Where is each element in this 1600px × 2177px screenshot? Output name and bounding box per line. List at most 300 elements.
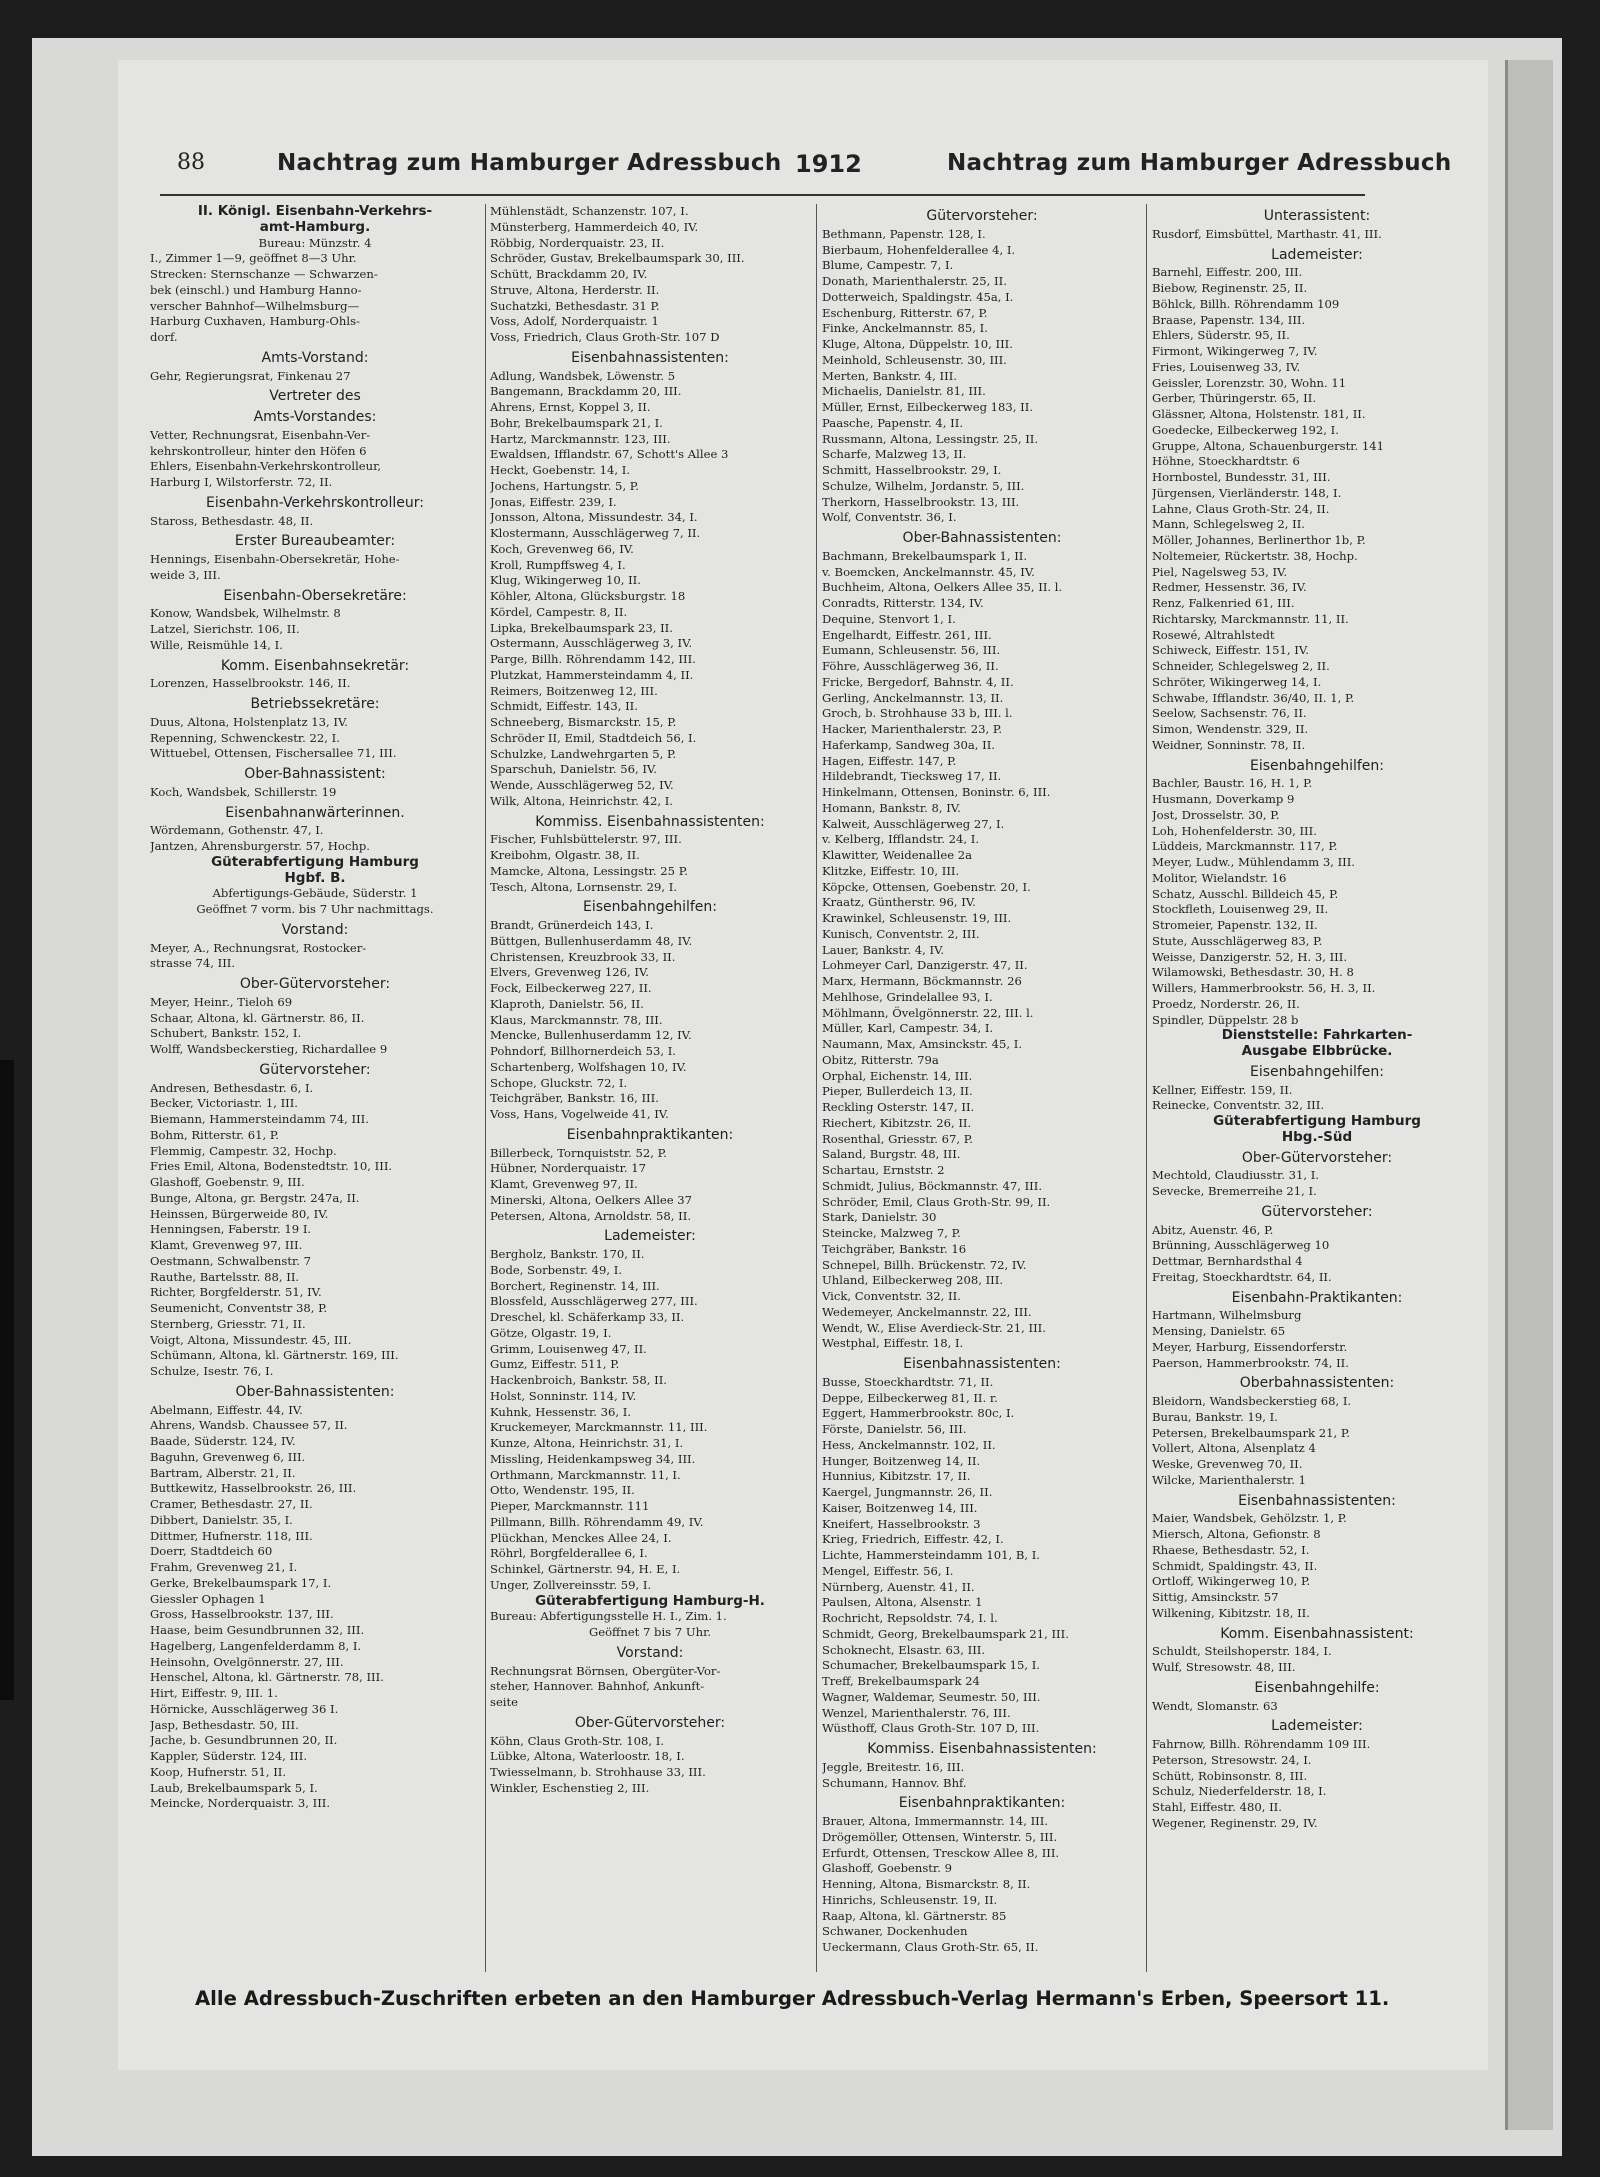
directory-entry: Kraatz, Güntherstr. 96, IV. bbox=[822, 895, 976, 910]
directory-entry: Conradts, Ritterstr. 134, IV. bbox=[822, 596, 984, 610]
directory-entry: Wille, Reismühle 14, I. bbox=[150, 637, 283, 652]
directory-entry: Saland, Burgstr. 48, III. bbox=[822, 1147, 961, 1162]
directory-entry: Dequine, Stenvort 1, I. bbox=[822, 611, 956, 626]
directory-entry: Koop, Hufnerstr. 51, II. bbox=[150, 1764, 287, 1779]
directory-entry: Michaelis, Danielstr. 81, III. bbox=[822, 384, 986, 399]
section-heading: Ober-Bahnassistenten: bbox=[902, 530, 1062, 546]
directory-entry: Schubert, Bankstr. 152, I. bbox=[150, 1026, 302, 1041]
directory-entry: Büttgen, Bullenhuserdamm 48, IV. bbox=[490, 933, 693, 948]
section-heading: Eisenbahnassistenten: bbox=[571, 349, 729, 366]
directory-entry: Klamt, Grevenweg 97, III. bbox=[150, 1238, 303, 1252]
directory-entry: Bleidorn, Wandsbeckerstieg 68, I. bbox=[1152, 1394, 1352, 1408]
section-heading: Eisenbahngehilfen: bbox=[1249, 757, 1384, 774]
directory-entry: Harburg I, Wilstorferstr. 72, II. bbox=[150, 475, 333, 489]
section-heading: Betriebssekretäre: bbox=[250, 696, 380, 712]
directory-entry: Höhne, Stoeckhardtstr. 6 bbox=[1152, 454, 1300, 469]
directory-entry: Koch, Grevenweg 66, IV. bbox=[490, 541, 634, 556]
directory-entry: Schmidt, Julius, Böckmannstr. 47, III. bbox=[822, 1178, 1043, 1193]
directory-entry: Meinhold, Schleusenstr. 30, III. bbox=[822, 352, 1007, 367]
directory-entry: Lüddeis, Marckmannstr. 117, P. bbox=[1152, 839, 1338, 854]
directory-entry: Renz, Falkenried 61, III. bbox=[1152, 596, 1295, 610]
directory-entry: Hartz, Marckmannstr. 123, III. bbox=[490, 431, 671, 446]
directory-entry: Harburg Cuxhaven, Hamburg-Ohls- bbox=[150, 314, 360, 329]
section-heading: Eisenbahngehilfe: bbox=[1254, 1679, 1380, 1696]
section-heading: Lademeister: bbox=[604, 1228, 696, 1245]
directory-entry: Dittmer, Hufnerstr. 118, III. bbox=[150, 1528, 313, 1543]
directory-entry: Schulzke, Landwehrgarten 5, P. bbox=[490, 746, 677, 761]
page-edge-curl bbox=[1505, 60, 1553, 2130]
directory-entry: Mann, Schlegelsweg 2, II. bbox=[1152, 517, 1305, 532]
directory-entry: Kluge, Altona, Düppelstr. 10, III. bbox=[822, 337, 1013, 351]
directory-entry: Kroll, Rumpffsweg 4, I. bbox=[490, 557, 626, 572]
directory-entry: Wendt, W., Elise Averdieck-Str. 21, III. bbox=[822, 1320, 1046, 1335]
directory-entry: Voss, Adolf, Norderquaistr. 1 bbox=[490, 314, 659, 329]
directory-entry: Schnepel, Billh. Brückenstr. 72, IV. bbox=[822, 1257, 1027, 1272]
directory-entry: Deppe, Eilbeckerweg 81, II. r. bbox=[822, 1390, 998, 1405]
directory-entry: Mencke, Bullenhuserdamm 12, IV. bbox=[490, 1028, 692, 1043]
directory-entry: Freitag, Stoeckhardtstr. 64, II. bbox=[1152, 1269, 1332, 1284]
directory-entry: Borchert, Reginenstr. 14, III. bbox=[490, 1278, 660, 1293]
directory-columns bbox=[150, 204, 1421, 1972]
directory-entry: Meincke, Norderquaistr. 3, III. bbox=[150, 1796, 331, 1811]
header-rule bbox=[160, 194, 1365, 196]
directory-entry: Westphal, Eiffestr. 18, I. bbox=[822, 1336, 964, 1351]
directory-entry: Mensing, Danielstr. 65 bbox=[1152, 1324, 1286, 1338]
directory-entry: Simon, Wendenstr. 329, II. bbox=[1152, 722, 1309, 736]
directory-entry: Abelmann, Eiffestr. 44, IV. bbox=[150, 1402, 303, 1417]
directory-entry: Winkler, Eschenstieg 2, III. bbox=[490, 1780, 650, 1795]
directory-entry: Bierbaum, Hohenfelderallee 4, I. bbox=[822, 242, 1016, 257]
directory-entry: Finke, Anckelmannstr. 85, I. bbox=[822, 321, 988, 336]
directory-entry: Heckt, Goebenstr. 14, I. bbox=[490, 463, 631, 477]
directory-entry: Voigt, Altona, Missundestr. 45, III. bbox=[150, 1332, 352, 1347]
directory-entry: Reimers, Boitzenweg 12, III. bbox=[490, 683, 658, 698]
directory-entry: Schmidt, Spaldingstr. 43, II. bbox=[1152, 1558, 1318, 1573]
directory-entry: Fischer, Fuhlsbüttelerstr. 97, III. bbox=[490, 832, 682, 847]
directory-entry: Schuldt, Steilshoperstr. 184, I. bbox=[1152, 1644, 1332, 1659]
directory-entry: Bergholz, Bankstr. 170, II. bbox=[490, 1247, 645, 1261]
directory-entry: Schröder, Gustav, Brekelbaumspark 30, III. bbox=[490, 251, 745, 266]
directory-entry: Sevecke, Bremerreihe 21, I. bbox=[1152, 1184, 1317, 1198]
directory-entry: Wedemeyer, Anckelmannstr. 22, III. bbox=[822, 1304, 1032, 1319]
directory-entry: Schmidt, Georg, Brekelbaumspark 21, III. bbox=[822, 1626, 1069, 1641]
directory-entry: Schütt, Robinsonstr. 8, III. bbox=[1152, 1768, 1308, 1783]
directory-entry: Schulze, Wilhelm, Jordanstr. 5, III. bbox=[822, 478, 1025, 493]
directory-entry: Eschenburg, Ritterstr. 67, P. bbox=[822, 305, 988, 320]
directory-entry: Elvers, Grevenweg 126, IV. bbox=[490, 965, 649, 980]
directory-entry: Teichgräber, Bankstr. 16, III. bbox=[490, 1091, 659, 1106]
directory-entry: Kaiser, Boitzenweg 14, III. bbox=[822, 1500, 978, 1515]
directory-entry: Bohm, Ritterstr. 61, P. bbox=[150, 1127, 279, 1142]
directory-entry: Meyer, A., Rechnungsrat, Rostocker- bbox=[150, 940, 367, 955]
directory-entry: Donath, Marienthalerstr. 25, II. bbox=[822, 274, 1007, 288]
directory-entry: Pieper, Bullerdeich 13, II. bbox=[822, 1084, 973, 1099]
directory-entry: Pillmann, Billh. Röhrendamm 49, IV. bbox=[490, 1514, 704, 1529]
directory-entry: Ewaldsen, Ifflandstr. 67, Schott's Allee 3 bbox=[490, 447, 729, 462]
directory-entry: Wilk, Altona, Heinrichstr. 42, I. bbox=[490, 793, 673, 808]
directory-entry: Föhre, Ausschlägerweg 36, II. bbox=[822, 659, 999, 673]
directory-entry: Gerber, Thüringerstr. 65, II. bbox=[1152, 391, 1317, 406]
directory-entry: Ehlers, Eisenbahn-Verkehrskontrolleur, bbox=[150, 459, 382, 474]
directory-entry: Oestmann, Schwalbenstr. 7 bbox=[150, 1253, 312, 1268]
directory-entry: Marx, Hermann, Böckmannstr. 26 bbox=[822, 974, 1022, 988]
directory-entry: Groch, b. Strohhause 33 b, III. l. bbox=[822, 706, 1013, 721]
directory-entry: Kneifert, Hasselbrookstr. 3 bbox=[822, 1516, 981, 1531]
directory-entry: Merten, Bankstr. 4, III. bbox=[822, 368, 957, 383]
section-heading: Eisenbahnpraktikanten: bbox=[566, 1126, 734, 1143]
section-heading: Güterabfertigung Hamburg bbox=[1213, 1113, 1421, 1129]
directory-entry: Richtarsky, Marckmannstr. 11, II. bbox=[1152, 611, 1349, 626]
section-heading: Güterabfertigung Hamburg bbox=[211, 853, 419, 870]
directory-entry: Wenzel, Marienthalerstr. 76, III. bbox=[822, 1705, 1011, 1720]
directory-entry: Bethmann, Papenstr. 128, I. bbox=[822, 226, 986, 241]
directory-entry: Gerling, Anckelmannstr. 13, II. bbox=[822, 690, 1004, 705]
directory-entry: Stromeier, Papenstr. 132, II. bbox=[1152, 918, 1318, 932]
directory-entry: Dibbert, Danielstr. 35, I. bbox=[150, 1512, 293, 1527]
directory-entry: Parge, Billh. Röhrendamm 142, III. bbox=[490, 652, 696, 666]
directory-entry: Busse, Stoeckhardtstr. 71, II. bbox=[822, 1374, 994, 1389]
directory-entry: Haferkamp, Sandweg 30a, II. bbox=[822, 737, 995, 752]
section-heading: Ober-Bahnassistenten: bbox=[235, 1383, 395, 1400]
directory-entry: Richter, Borgfelderstr. 51, IV. bbox=[150, 1285, 322, 1300]
directory-entry: Vetter, Rechnungsrat, Eisenbahn-Ver- bbox=[150, 427, 371, 442]
directory-entry: Naumann, Max, Amsinckstr. 45, I. bbox=[822, 1037, 1023, 1051]
directory-entry: Rechnungsrat Börnsen, Obergüter-Vor- bbox=[490, 1663, 721, 1678]
directory-entry: Rosewé, Altrahlstedt bbox=[1152, 627, 1275, 642]
section-heading: II. Königl. Eisenbahn-Verkehrs- bbox=[197, 204, 433, 219]
directory-entry: Baguhn, Grevenweg 6, III. bbox=[150, 1449, 306, 1464]
section-heading: Amts-Vorstandes: bbox=[253, 409, 377, 425]
directory-entry: Schope, Gluckstr. 72, I. bbox=[490, 1075, 628, 1090]
directory-entry: Miersch, Altona, Gefionstr. 8 bbox=[1152, 1527, 1321, 1541]
directory-entry: Hennings, Eisenbahn-Obersekretär, Hohe- bbox=[150, 552, 400, 566]
directory-entry: Paasche, Papenstr. 4, II. bbox=[822, 415, 964, 430]
directory-entry: Klostermann, Ausschlägerweg 7, II. bbox=[490, 526, 701, 540]
directory-entry: Obitz, Ritterstr. 79a bbox=[822, 1052, 939, 1067]
directory-entry: Hacker, Marienthalerstr. 23, P. bbox=[822, 722, 1003, 736]
directory-entry: Ortloff, Wikingerweg 10, P. bbox=[1152, 1574, 1311, 1589]
directory-entry: Ueckermann, Claus Groth-Str. 65, II. bbox=[822, 1940, 1039, 1954]
directory-entry: Glashoff, Goebenstr. 9, III. bbox=[150, 1175, 305, 1189]
directory-entry: Pohndorf, Billhornerdeich 53, I. bbox=[490, 1044, 676, 1058]
directory-entry: Röbbig, Norderquaistr. 23, II. bbox=[490, 235, 665, 250]
directory-entry: Wagner, Waldemar, Seumestr. 50, III. bbox=[822, 1689, 1041, 1704]
section-heading: Eisenbahnassistenten: bbox=[903, 1356, 1061, 1372]
directory-entry: Noltemeier, Rückertstr. 38, Hochp. bbox=[1152, 548, 1358, 563]
directory-entry: Röhrl, Borgfelderallee 6, I. bbox=[490, 1546, 648, 1561]
page-number: 88 bbox=[177, 150, 205, 175]
directory-entry: Weske, Grevenweg 70, II. bbox=[1152, 1457, 1303, 1471]
section-heading: Dienststelle: Fahrkarten- bbox=[1221, 1027, 1413, 1044]
directory-entry: Wilcke, Marienthalerstr. 1 bbox=[1152, 1472, 1307, 1487]
directory-entry: I., Zimmer 1—9, geöffnet 8—3 Uhr. bbox=[150, 251, 357, 266]
directory-entry: Abitz, Auenstr. 46, P. bbox=[1152, 1222, 1274, 1237]
section-heading: Eisenbahn-Obersekretäre: bbox=[223, 587, 407, 604]
directory-entry: Schmidt, Eiffestr. 143, II. bbox=[490, 699, 638, 714]
section-heading: Eisenbahnanwärterinnen. bbox=[225, 804, 405, 821]
directory-entry: Duus, Altona, Holstenplatz 13, IV. bbox=[150, 714, 348, 729]
directory-entry: Giessler Ophagen 1 bbox=[150, 1591, 266, 1606]
directory-entry: Latzel, Sierichstr. 106, II. bbox=[150, 622, 300, 636]
directory-entry: Hess, Anckelmannstr. 102, II. bbox=[822, 1437, 996, 1452]
section-note: Geöffnet 7 vorm. bis 7 Uhr nachmittags. bbox=[196, 902, 434, 916]
directory-entry: Hagelberg, Langenfelderdamm 8, I. bbox=[150, 1638, 362, 1653]
directory-entry: kehrskontrolleur, hinter den Höfen 6 bbox=[150, 443, 367, 458]
directory-entry: Schröder II, Emil, Stadtdeich 56, I. bbox=[490, 730, 697, 745]
directory-entry: Bureau: Abfertigungsstelle H. I., Zim. 1. bbox=[490, 1609, 727, 1624]
section-heading: Eisenbahngehilfen: bbox=[582, 899, 717, 916]
directory-entry: Missling, Heidenkampsweg 34, III. bbox=[490, 1451, 696, 1466]
column-2 bbox=[490, 204, 810, 1972]
directory-entry: Firmont, Wikingerweg 7, IV. bbox=[1152, 344, 1318, 358]
directory-entry: Fricke, Bergedorf, Bahnstr. 4, II. bbox=[822, 674, 1014, 689]
directory-entry: Stute, Ausschlägerweg 83, P. bbox=[1152, 933, 1323, 948]
directory-entry: Bohr, Brekelbaumspark 21, I. bbox=[490, 415, 663, 430]
directory-entry: Lahne, Claus Groth-Str. 24, II. bbox=[1152, 501, 1330, 516]
directory-entry: Ahrens, Ernst, Koppel 3, II. bbox=[490, 400, 651, 414]
directory-entry: Schiweck, Eiffestr. 151, IV. bbox=[1152, 643, 1309, 658]
section-heading: Komm. Eisenbahnassistent: bbox=[1220, 1625, 1414, 1642]
section-heading: Ober-Gütervorsteher: bbox=[1241, 1149, 1393, 1166]
directory-entry: Frahm, Grevenweg 21, I. bbox=[150, 1560, 298, 1574]
directory-entry: Paulsen, Altona, Alsenstr. 1 bbox=[822, 1595, 983, 1610]
directory-entry: Redmer, Hessenstr. 36, IV. bbox=[1152, 580, 1307, 595]
directory-entry: Mechtold, Claudiusstr. 31, I. bbox=[1152, 1168, 1319, 1183]
directory-entry: Drögemöller, Ottensen, Winterstr. 5, III. bbox=[822, 1829, 1058, 1844]
section-heading: Kommiss. Eisenbahnassistenten: bbox=[535, 813, 765, 830]
directory-entry: Ahrens, Wandsb. Chaussee 57, II. bbox=[150, 1418, 348, 1433]
directory-entry: Laub, Brekelbaumspark 5, I. bbox=[150, 1780, 318, 1795]
directory-entry: Voss, Friedrich, Claus Groth-Str. 107 D bbox=[490, 330, 720, 344]
directory-entry: Holst, Sonninstr. 114, IV. bbox=[490, 1388, 637, 1403]
directory-entry: Strecken: Sternschanze — Schwarzen- bbox=[150, 267, 378, 281]
directory-entry: Andresen, Bethesdastr. 6, I. bbox=[150, 1080, 314, 1095]
directory-entry: Möller, Johannes, Berlinerthor 1b, P. bbox=[1152, 533, 1366, 547]
directory-entry: Nürnberg, Auenstr. 41, II. bbox=[822, 1579, 975, 1594]
directory-entry: Heinssen, Bürgerweide 80, IV. bbox=[150, 1206, 329, 1221]
directory-entry: Schulze, Isestr. 76, I. bbox=[150, 1364, 274, 1378]
directory-entry: Piel, Nagelsweg 53, IV. bbox=[1152, 564, 1288, 579]
section-heading: Eisenbahnassistenten: bbox=[1238, 1492, 1396, 1509]
directory-entry: Suchatzki, Bethesdastr. 31 P. bbox=[490, 298, 660, 313]
directory-entry: Schneeberg, Bismarckstr. 15, P. bbox=[490, 715, 677, 729]
directory-entry: Hinrichs, Schleusenstr. 19, II. bbox=[822, 1892, 998, 1907]
directory-entry: Haase, beim Gesundbrunnen 32, III. bbox=[150, 1623, 365, 1637]
directory-entry: Riechert, Kibitzstr. 26, II. bbox=[822, 1115, 972, 1130]
directory-entry: Klug, Wikingerweg 10, II. bbox=[490, 573, 641, 588]
directory-entry: Scharfe, Malzweg 13, II. bbox=[822, 447, 967, 462]
directory-entry: Klamt, Grevenweg 97, II. bbox=[490, 1177, 638, 1191]
section-heading: Vertreter des bbox=[269, 388, 361, 405]
directory-entry: Doerr, Stadtdeich 60 bbox=[150, 1544, 273, 1559]
directory-entry: Schartau, Ernststr. 2 bbox=[822, 1163, 945, 1177]
directory-entry: Staross, Bethesdastr. 48, II. bbox=[150, 513, 314, 528]
directory-entry: Schumacher, Brekelbaumspark 15, I. bbox=[822, 1658, 1040, 1673]
directory-entry: Glässner, Altona, Holstenstr. 181, II. bbox=[1152, 407, 1366, 421]
directory-entry: Klaus, Marckmannstr. 78, III. bbox=[490, 1012, 663, 1027]
directory-entry: Henning, Altona, Bismarckstr. 8, II. bbox=[822, 1877, 1031, 1891]
directory-entry: Hackenbroich, Bankstr. 58, II. bbox=[490, 1373, 667, 1387]
section-heading: Eisenbahn-Verkehrskontrolleur: bbox=[205, 494, 424, 511]
directory-entry: Gerke, Brekelbaumspark 17, I. bbox=[150, 1575, 332, 1590]
directory-entry: Klaproth, Danielstr. 56, II. bbox=[490, 996, 644, 1011]
directory-entry: Jache, b. Gesundbrunnen 20, II. bbox=[150, 1733, 338, 1748]
directory-entry: Gross, Hasselbrookstr. 137, III. bbox=[150, 1607, 334, 1622]
directory-entry: Rosenthal, Griesstr. 67, P. bbox=[822, 1131, 973, 1146]
directory-entry: Wolf, Conventstr. 36, I. bbox=[822, 510, 957, 525]
directory-entry: Kördel, Campestr. 8, II. bbox=[490, 604, 628, 619]
directory-entry: Adlung, Wandsbek, Löwenstr. 5 bbox=[490, 368, 676, 383]
directory-entry: Schmitt, Hasselbrookstr. 29, I. bbox=[822, 463, 1002, 477]
directory-entry: Köhler, Altona, Glücksburgstr. 18 bbox=[490, 589, 686, 603]
directory-entry: Kunisch, Conventstr. 2, III. bbox=[822, 926, 980, 941]
directory-entry: Dettmar, Bernhardsthal 4 bbox=[1152, 1254, 1303, 1268]
section-heading: Komm. Eisenbahnsekretär: bbox=[220, 657, 410, 674]
section-heading: Eisenbahn-Praktikanten: bbox=[1231, 1289, 1403, 1306]
directory-entry: Minerski, Altona, Oelkers Allee 37 bbox=[490, 1192, 693, 1207]
section-heading: Ober-Gütervorsteher: bbox=[574, 1714, 726, 1731]
directory-entry: Hübner, Norderquaistr. 17 bbox=[490, 1161, 646, 1176]
directory-entry: Weisse, Danzigerstr. 52, H. 3, III. bbox=[1152, 949, 1348, 964]
directory-entry: strasse 74, III. bbox=[150, 956, 236, 971]
directory-entry: Willers, Hammerbrookstr. 56, H. 3, II. bbox=[1152, 981, 1376, 995]
directory-entry: Brünning, Ausschlägerweg 10 bbox=[1152, 1238, 1330, 1253]
directory-entry: Kellner, Eiffestr. 159, II. bbox=[1152, 1082, 1293, 1097]
directory-entry: Stark, Danielstr. 30 bbox=[822, 1210, 937, 1225]
directory-entry: Hirt, Eiffestr. 9, III. 1. bbox=[150, 1686, 278, 1700]
directory-entry: Sternberg, Griesstr. 71, II. bbox=[150, 1316, 306, 1331]
directory-entry: Dreschel, kl. Schäferkamp 33, II. bbox=[490, 1310, 685, 1324]
directory-entry: Mehlhose, Grindelallee 93, I. bbox=[822, 989, 993, 1004]
directory-entry: Wilkening, Kibitzstr. 18, II. bbox=[1152, 1605, 1310, 1620]
directory-entry: Förste, Danielstr. 56, III. bbox=[822, 1422, 967, 1436]
directory-entry: Wendt, Slomanstr. 63 bbox=[1152, 1698, 1278, 1713]
directory-entry: Rusdorf, Eimsbüttel, Marthastr. 41, III. bbox=[1152, 226, 1382, 241]
directory-entry: Hornbostel, Bundesstr. 31, III. bbox=[1152, 470, 1331, 484]
directory-entry: Loh, Hohenfelderstr. 30, III. bbox=[1152, 823, 1317, 838]
directory-entry: Kappler, Süderstr. 124, III. bbox=[150, 1749, 308, 1763]
directory-entry: Orphal, Eichenstr. 14, III. bbox=[822, 1068, 973, 1083]
directory-entry: Tesch, Altona, Lornsenstr. 29, I. bbox=[490, 879, 678, 894]
section-note: Bureau: Münzstr. 4 bbox=[258, 235, 372, 250]
directory-entry: Fries, Louisenweg 33, IV. bbox=[1152, 359, 1301, 374]
directory-entry: Schartenberg, Wolfshagen 10, IV. bbox=[490, 1059, 687, 1074]
directory-entry: Köhn, Claus Groth-Str. 108, I. bbox=[490, 1733, 665, 1748]
directory-entry: Plückhan, Menckes Allee 24, I. bbox=[490, 1530, 672, 1545]
directory-entry: Buchheim, Altona, Oelkers Allee 35, II. l. bbox=[822, 580, 1063, 595]
directory-entry: bek (einschl.) und Hamburg Hanno- bbox=[150, 282, 362, 297]
directory-entry: Vick, Conventstr. 32, II. bbox=[822, 1289, 961, 1303]
directory-entry: Schröder, Emil, Claus Groth-Str. 99, II. bbox=[822, 1194, 1051, 1209]
footer-notice: Alle Adressbuch-Zuschriften erbeten an den Hamburger Adressbuch-Verlag Hermann's Erben, Speersort 11. bbox=[195, 1987, 1390, 2010]
directory-entry: Lorenzen, Hasselbrookstr. 146, II. bbox=[150, 676, 351, 691]
directory-entry: Hartmann, Wilhelmsburg bbox=[1152, 1308, 1302, 1323]
directory-entry: Reinecke, Conventstr. 32, III. bbox=[1152, 1098, 1325, 1113]
directory-entry: Geissler, Lorenzstr. 30, Wohn. 11 bbox=[1152, 375, 1347, 390]
directory-entry: Kruckemeyer, Marckmannstr. 11, III. bbox=[490, 1420, 708, 1435]
directory-entry: Müller, Ernst, Eilbeckerweg 183, II. bbox=[822, 400, 1034, 414]
directory-entry: Gumz, Eiffestr. 511, P. bbox=[490, 1357, 620, 1372]
directory-entry: Spindler, Düppelstr. 28 b bbox=[1152, 1012, 1299, 1027]
section-heading: Gütervorsteher: bbox=[259, 1061, 371, 1078]
directory-entry: Repenning, Schwenckestr. 22, I. bbox=[150, 730, 340, 745]
directory-entry: verscher Bahnhof—Wilhelmsburg— bbox=[150, 298, 360, 313]
directory-entry: Weidner, Sonninstr. 78, II. bbox=[1152, 737, 1306, 752]
directory-entry: Lübke, Altona, Waterloostr. 18, I. bbox=[490, 1749, 685, 1764]
directory-entry: Henningsen, Faberstr. 19 I. bbox=[150, 1222, 312, 1237]
directory-entry: Kalweit, Ausschlägerweg 27, I. bbox=[822, 816, 1005, 831]
directory-entry: Jost, Drosselstr. 30, P. bbox=[1152, 807, 1280, 822]
directory-entry: Wilamowski, Bethesdastr. 30, H. 8 bbox=[1152, 965, 1354, 980]
directory-entry: Struve, Altona, Herderstr. II. bbox=[490, 282, 660, 297]
section-heading: Ober-Gütervorsteher: bbox=[239, 976, 391, 992]
directory-entry: Krawinkel, Schleusenstr. 19, III. bbox=[822, 911, 1012, 925]
directory-entry: Meyer, Ludw., Mühlendamm 3, III. bbox=[1152, 855, 1355, 869]
directory-entry: Bunge, Altona, gr. Bergstr. 247a, II. bbox=[150, 1190, 360, 1205]
directory-entry: Götze, Olgastr. 19, I. bbox=[490, 1325, 612, 1340]
section-heading: Vorstand: bbox=[616, 1644, 684, 1661]
section-heading: amt-Hamburg. bbox=[259, 218, 371, 235]
directory-entry: Stockfleth, Louisenweg 29, II. bbox=[1152, 902, 1329, 917]
directory-entry: Böhlck, Billh. Röhrendamm 109 bbox=[1152, 296, 1340, 311]
directory-entry: Treff, Brekelbaumspark 24 bbox=[822, 1674, 980, 1688]
directory-entry: Kaergel, Jungmannstr. 26, II. bbox=[822, 1485, 993, 1499]
directory-entry: Möhlmann, Övelgönnerstr. 22, III. l. bbox=[822, 1005, 1034, 1020]
directory-entry: Bode, Sorbenstr. 49, I. bbox=[490, 1262, 623, 1277]
directory-entry: Braase, Papenstr. 134, III. bbox=[1152, 312, 1306, 327]
header-title-left: Nachtrag zum Hamburger Adressbuch bbox=[277, 150, 782, 176]
directory-entry: Schumann, Hannov. Bhf. bbox=[822, 1775, 967, 1790]
directory-entry: Hunnius, Kibitzstr. 17, II. bbox=[822, 1469, 971, 1484]
directory-entry: Hinkelmann, Ottensen, Boninstr. 6, III. bbox=[822, 785, 1051, 799]
directory-entry: Ehlers, Süderstr. 95, II. bbox=[1152, 328, 1290, 343]
directory-entry: Gruppe, Altona, Schauenburgerstr. 141 bbox=[1152, 438, 1385, 453]
directory-entry: Petersen, Altona, Arnoldstr. 58, II. bbox=[490, 1208, 692, 1223]
directory-entry: Mamcke, Altona, Lessingstr. 25 P. bbox=[490, 863, 688, 878]
directory-entry: Konow, Wandsbek, Wilhelmstr. 8 bbox=[150, 606, 341, 621]
directory-entry: Wulf, Stresowstr. 48, III. bbox=[1152, 1660, 1296, 1674]
directory-entry: Mühlenstädt, Schanzenstr. 107, I. bbox=[490, 204, 689, 218]
directory-entry: Biemann, Hammersteindamm 74, III. bbox=[150, 1112, 369, 1126]
directory-entry: Krieg, Friedrich, Eiffestr. 42, I. bbox=[822, 1532, 1004, 1547]
directory-entry: Seelow, Sachsenstr. 76, II. bbox=[1152, 706, 1307, 721]
directory-entry: Sparschuh, Danielstr. 56, IV. bbox=[490, 762, 657, 777]
directory-entry: Eumann, Schleusenstr. 56, III. bbox=[822, 643, 1001, 658]
directory-entry: Schwaner, Dockenhuden bbox=[822, 1924, 968, 1939]
directory-entry: Schoknecht, Elsastr. 63, III. bbox=[822, 1642, 986, 1657]
directory-entry: Meyer, Harburg, Eissendorferstr. bbox=[1152, 1339, 1348, 1354]
section-heading: Lademeister: bbox=[1271, 246, 1363, 263]
directory-entry: Orthmann, Marckmannstr. 11, I. bbox=[490, 1467, 681, 1482]
directory-entry: Pieper, Marckmannstr. 111 bbox=[490, 1499, 650, 1513]
directory-entry: Peterson, Stresowstr. 24, I. bbox=[1152, 1752, 1312, 1767]
directory-entry: Russmann, Altona, Lessingstr. 25, II. bbox=[822, 431, 1039, 446]
section-heading: Gütervorsteher: bbox=[926, 208, 1038, 224]
directory-entry: Biebow, Reginenstr. 25, II. bbox=[1152, 281, 1308, 295]
directory-entry: Lohmeyer Carl, Danzigerstr. 47, II. bbox=[822, 958, 1028, 973]
directory-entry: Jonas, Eiffestr. 239, I. bbox=[490, 494, 617, 509]
section-heading: Vorstand: bbox=[281, 921, 349, 938]
section-heading: Lademeister: bbox=[1271, 1718, 1363, 1735]
directory-entry: Dotterweich, Spaldingstr. 45a, I. bbox=[822, 289, 1014, 304]
directory-entry: Lichte, Hammersteindamm 101, B, I. bbox=[822, 1548, 1040, 1562]
directory-entry: Plutzkat, Hammersteindamm 4, II. bbox=[490, 667, 694, 682]
directory-entry: Homann, Bankstr. 8, IV. bbox=[822, 800, 961, 815]
section-heading: Erster Bureaubeamter: bbox=[234, 533, 396, 550]
directory-entry: Bartram, Alberstr. 21, II. bbox=[150, 1465, 296, 1480]
header-year: 1912 bbox=[795, 150, 862, 178]
directory-entry: Jonsson, Altona, Missundestr. 34, I. bbox=[490, 510, 698, 525]
